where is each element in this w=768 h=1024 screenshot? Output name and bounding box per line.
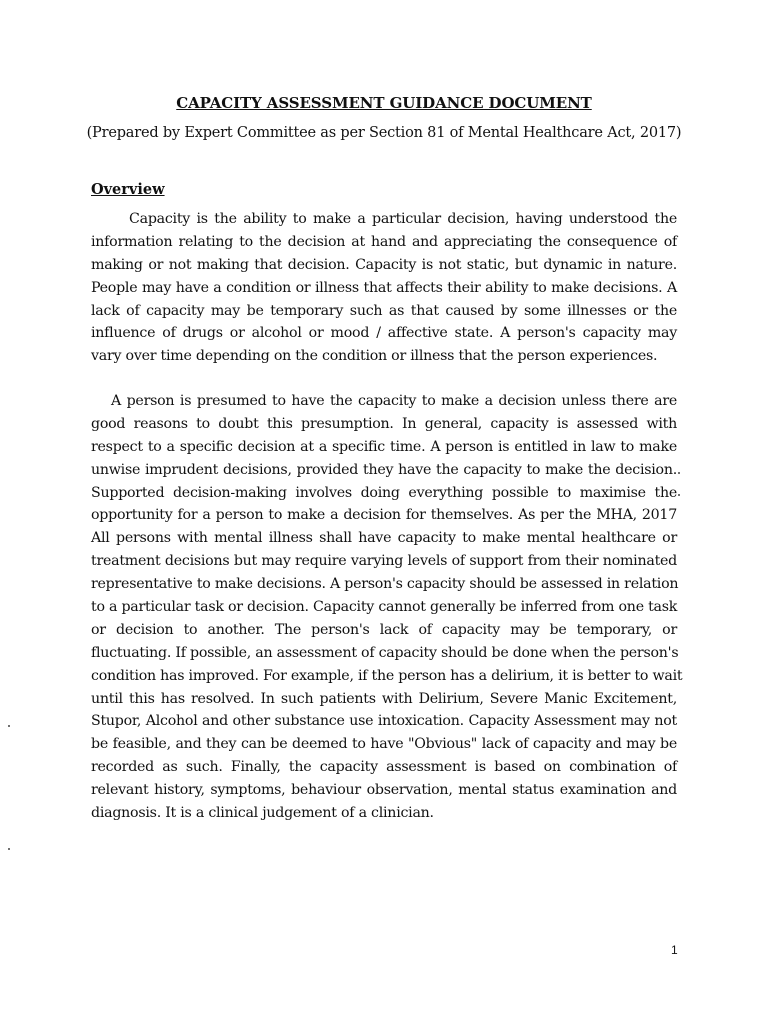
- document-subtitle: (Prepared by Expert Committee as per Section 81 of Mental Healthcare Act, 2017): [86, 125, 682, 141]
- scan-speck: [8, 725, 10, 727]
- paragraph-line: People may have a condition or illness that affects their ability to make decisions. A: [91, 279, 677, 296]
- scan-speck: [8, 848, 10, 850]
- paragraph-line: Stupor, Alcohol and other substance use intoxication. Capacity Assessment may not: [91, 713, 677, 730]
- paragraph-line: information relating to the decision at hand and appreciating the consequence of: [91, 233, 677, 250]
- paragraph-line: unwise imprudent decisions, provided they have the capacity to make the decision.: [91, 461, 677, 478]
- paragraph-line: diagnosis. It is a clinical judgement of a clinician.: [91, 805, 434, 822]
- paragraph-1: [91, 208, 677, 368]
- paragraph-line: making or not making that decision. Capacity is not static, but dynamic in nature.: [91, 256, 677, 273]
- paragraph-line: condition has improved. For example, if the person has a delirium, it is better to wait: [91, 667, 683, 684]
- paragraph-line: influence of drugs or alcohol or mood / affective state. A person's capacity may: [91, 325, 677, 342]
- paragraph-2: [91, 390, 683, 825]
- paragraph-line: Capacity is the ability to make a particular decision, having understood the: [129, 211, 677, 227]
- paragraph-line: vary over time depending on the condition or illness that the person experiences.: [91, 348, 658, 365]
- overview-heading: Overview: [91, 181, 165, 198]
- scan-speck: [678, 494, 680, 496]
- paragraph-line: All persons with mental illness shall have capacity to make mental healthcare or: [91, 530, 677, 547]
- document-title: CAPACITY ASSESSMENT GUIDANCE DOCUMENT: [176, 94, 592, 112]
- paragraph-line: opportunity for a person to make a decision for themselves. As per the MHA, 2017: [91, 507, 677, 524]
- paragraph-line: until this has resolved. In such patients with Delirium, Severe Manic Excitement,: [91, 690, 677, 707]
- paragraph-line: respect to a specific decision at a specific time. A person is entitled in law to make: [91, 438, 677, 455]
- paragraph-line: be feasible, and they can be deemed to have "Obvious" lack of capacity and may be: [91, 736, 677, 753]
- paragraph-line: fluctuating. If possible, an assessment of capacity should be done when the person's: [91, 644, 679, 661]
- paragraph-line: good reasons to doubt this presumption. In general, capacity is assessed with: [91, 415, 677, 432]
- paragraph-line: A person is presumed to have the capacity to make a decision unless there are: [111, 393, 677, 409]
- paragraph-line: treatment decisions but may require varying levels of support from their nominated: [91, 553, 677, 570]
- paragraph-line: lack of capacity may be temporary such as that caused by some illnesses or the: [91, 302, 677, 319]
- paragraph-line: to a particular task or decision. Capacity cannot generally be inferred from one task: [91, 599, 678, 616]
- scan-speck: [678, 472, 680, 474]
- paragraph-line: recorded as such. Finally, the capacity assessment is based on combination of: [91, 759, 677, 776]
- paragraph-line: or decision to another. The person's lack of capacity may be temporary, or: [91, 621, 677, 638]
- paragraph-line: representative to make decisions. A person's capacity should be assessed in relation: [91, 576, 679, 593]
- paragraph-line: relevant history, symptoms, behaviour observation, mental status examination and: [91, 782, 677, 799]
- paragraph-line: Supported decision-making involves doing everything possible to maximise the: [91, 484, 677, 501]
- page-number: 1: [671, 943, 678, 957]
